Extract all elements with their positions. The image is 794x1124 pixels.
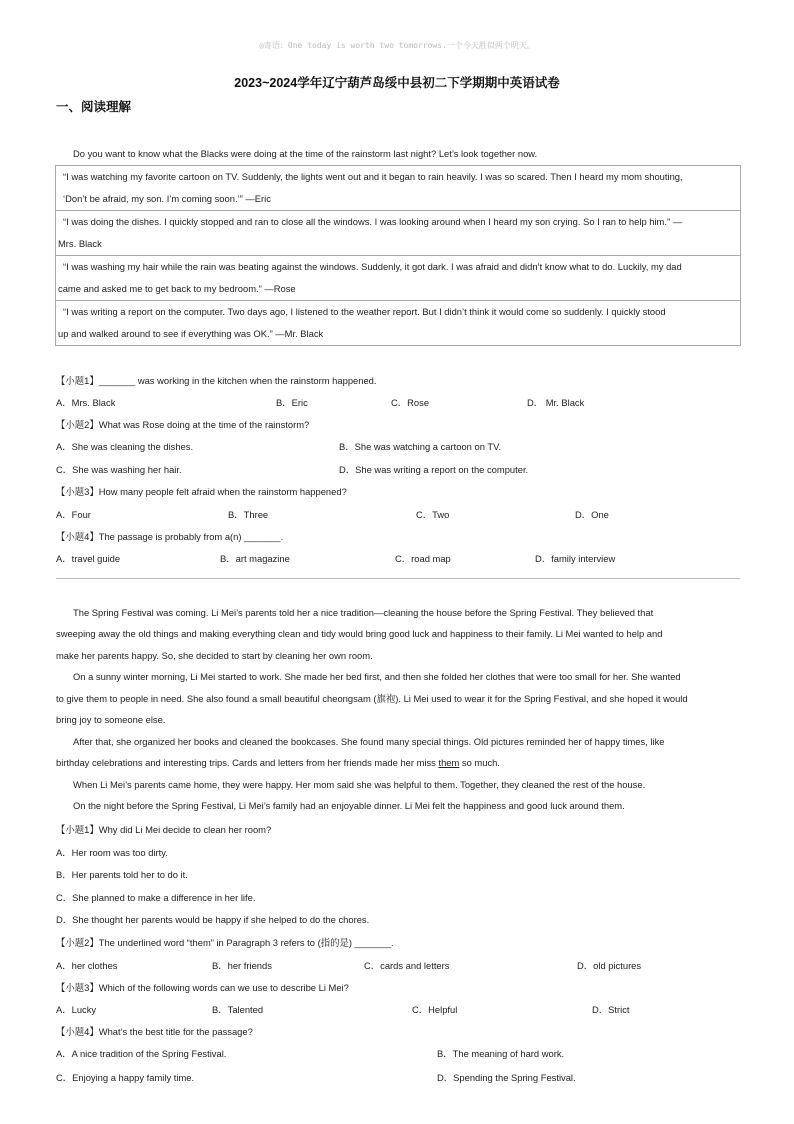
option-a[interactable]: A．Lucky [56,1004,97,1015]
passage1-intro: Do you want to know what the Blacks were doing at the time of the rainstorm last night? Let’s look together now. [73,148,538,159]
quote-line: came and asked me to get back to my bedroom.” —Rose [58,283,296,294]
quote-cell [56,211,741,256]
table-row [56,301,741,346]
quote-line: Mrs. Black [58,238,102,249]
option-a[interactable]: A．A nice tradition of the Spring Festival. [56,1048,227,1059]
option-d[interactable]: D．One [575,509,609,520]
option-b[interactable]: B．Three [228,509,269,520]
option-c[interactable]: C．Rose [391,397,430,408]
passage2-line: make her parents happy. So, she decided to start by cleaning her own room. [56,650,373,661]
passage2-text: so much. [459,757,500,768]
option-c[interactable]: C．Helpful [412,1004,458,1015]
quote-line: ‘Don’t be afraid, my son. I’m coming soon.’” —Eric [63,193,271,204]
option-c[interactable]: C．road map [395,553,451,564]
quote-cell [56,166,741,211]
question-stem: 【小题1】Why did Li Mei decide to clean her room? [56,824,272,835]
page-title: 2023~2024学年辽宁葫芦岛绥中县初二下学期期中英语试卷 [234,76,560,90]
passage2-line: After that, she organized her books and cleaned the bookcases. She found many special things. Old pictures reminded her of happy times, like [73,736,665,747]
option-b[interactable]: B．The meaning of hard work. [437,1048,565,1059]
quote-table [55,165,741,346]
question-stem: 【小题1】_______ was working in the kitchen when the rainstorm happened. [56,375,377,386]
question-stem: 【小题4】What’s the best title for the passage? [56,1026,253,1037]
option-b[interactable]: B．She was watching a cartoon on TV. [339,441,502,452]
passage2-line: On the night before the Spring Festival, Li Mei’s family had an enjoyable dinner. Li Mei felt the happiness and good luck around them. [73,800,625,811]
option-d[interactable]: D．Spending the Spring Festival. [437,1072,576,1083]
underlined-word: them [438,757,460,768]
quote-line: up and walked around to see if everything was OK.” —Mr. Black [58,328,324,339]
option-d[interactable]: D．She was writing a report on the computer. [339,464,529,475]
passage2-text: birthday celebrations and interesting trips. Cards and letters from her friends made her miss [56,757,439,768]
passage2-line: On a sunny winter morning, Li Mei started to work. She made her bed first, and then she folded her clothes that were too small for her. She wanted [73,671,681,682]
option-d[interactable]: D． Mr. Black [527,397,585,408]
passage2-line [56,752,740,774]
question-stem: 【小题3】How many people felt afraid when the rainstorm happened? [56,486,347,497]
option-c[interactable]: C．She planned to make a difference in her life. [56,892,256,903]
option-c[interactable]: C．cards and letters [364,960,450,971]
option-b[interactable]: B．her friends [212,960,272,971]
option-a[interactable]: A．Four [56,509,91,520]
passage2-line: The Spring Festival was coming. Li Mei’s parents told her a nice tradition—cleaning the house before the Spring Festival. They believed that [73,607,654,618]
option-d[interactable]: D．family interview [535,553,616,564]
option-a[interactable]: A．her clothes [56,960,118,971]
table-row [56,256,741,301]
question-stem: 【小题3】Which of the following words can we use to describe Li Mei? [56,982,349,993]
option-d[interactable]: D．She thought her parents would be happy if she helped to do the chores. [56,914,370,925]
question-stem: 【小题2】The underlined word “them” in Paragraph 3 refers to (指的是) _______. [56,937,394,948]
passage2-line: sweeping away the old things and making everything clean and tidy would bring good luck and happiness to their family. Li Mei wanted to help and [56,628,663,639]
option-a[interactable]: A．Her room was too dirty. [56,847,168,858]
quote-cell [56,256,741,301]
quote-cell [56,301,741,346]
option-c[interactable]: C．Two [416,509,450,520]
option-a[interactable]: A．Mrs. Black [56,397,116,408]
option-c[interactable]: C．Enjoying a happy family time. [56,1072,195,1083]
section-heading: 一、阅读理解 [56,100,132,114]
passage2-line: bring joy to someone else. [56,714,166,725]
divider [56,578,740,579]
quote-line: “I was writing a report on the computer. Two days ago, I listened to the weather report. But I didn’t think it would come so suddenly. I quickly stood [63,306,666,317]
passage2-line: to give them to people in need. She also found a small beautiful cheongsam (旗袍). Li Mei used to wear it for the Spring Festival, and she hoped it would [56,693,688,704]
watermark: ◎寄语：One today is worth two tomorrows.一个今天胜似两个明天。 [259,41,535,50]
table-row [56,166,741,211]
passage2-line: When Li Mei’s parents came home, they were happy. Her mom said she was helpful to them. Together, they cleaned the rest of the house. [73,779,646,790]
question-stem: 【小题2】What was Rose doing at the time of the rainstorm? [56,419,310,430]
option-b[interactable]: B．Her parents told her to do it. [56,869,188,880]
option-d[interactable]: D．Strict [592,1004,630,1015]
quote-line: “I was washing my hair while the rain was beating against the windows. Suddenly, it got dark. I was afraid and didn’t know what to do. Luckily, my dad [63,261,682,272]
quote-line: “I was doing the dishes. I quickly stopped and ran to close all the windows. I was looking around when I heard my son crying. So I ran to help him.” — [63,216,683,227]
option-a[interactable]: A．She was cleaning the dishes. [56,441,194,452]
quote-line: “I was watching my favorite cartoon on TV. Suddenly, the lights went out and it began to rain heavily. I was so scared. Then I heard my mom shouting, [63,171,683,182]
option-b[interactable]: B．Eric [276,397,308,408]
question-stem: 【小题4】The passage is probably from a(n) _______. [56,531,284,542]
table-row [56,211,741,256]
option-b[interactable]: B．Talented [212,1004,264,1015]
option-b[interactable]: B．art magazine [220,553,290,564]
option-a[interactable]: A．travel guide [56,553,121,564]
option-d[interactable]: D．old pictures [577,960,642,971]
option-c[interactable]: C．She was washing her hair. [56,464,182,475]
